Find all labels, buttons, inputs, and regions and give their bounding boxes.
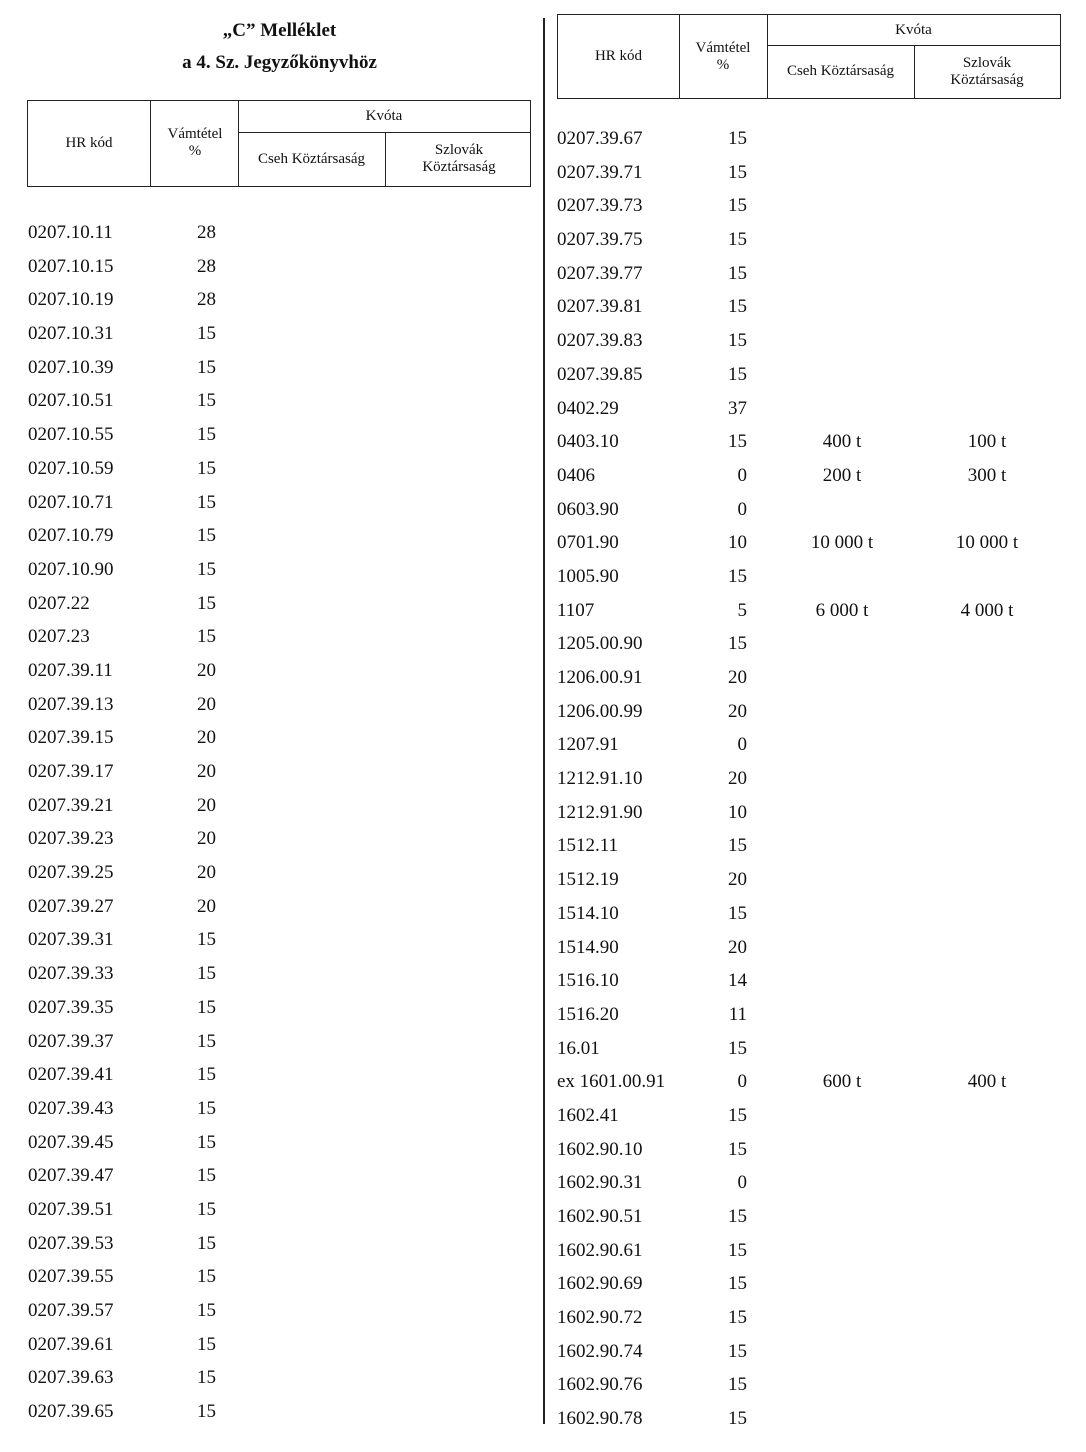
table-row [28,1031,528,1065]
duty-rate: 15 [197,1165,216,1187]
hr-code: 0207.39.55 [28,1266,114,1288]
czech-quota: 200 t [822,464,862,486]
hr-code: 1602.90.78 [557,1408,643,1430]
right-table-header [557,14,1061,99]
hr-code: 0207.10.39 [28,356,114,378]
table-row [28,1199,528,1233]
hr-code: 0207.39.13 [28,693,114,715]
hr-code: 0207.10.19 [28,289,114,311]
duty-rate: 14 [728,970,747,992]
table-row [28,828,528,862]
hr-code: 0207.39.47 [28,1165,114,1187]
table-row [557,835,1062,869]
duty-rate: 15 [197,996,216,1018]
rate-header: Vámtétel % [695,40,751,73]
hr-code: 0207.39.25 [28,862,114,884]
hr-code: 1207.91 [557,734,619,756]
table-row [28,929,528,963]
czech-quota: 10 000 t [810,532,874,554]
table-row [28,323,528,357]
duty-rate: 20 [197,862,216,884]
duty-rate: 15 [728,262,747,284]
duty-rate: 37 [728,397,747,419]
duty-rate: 0 [737,464,747,486]
table-row [557,364,1062,398]
table-row [28,458,528,492]
duty-rate: 15 [197,963,216,985]
duty-rate: 15 [728,1374,747,1396]
duty-rate: 15 [197,1131,216,1153]
hr-code: 0207.39.33 [28,963,114,985]
duty-rate: 10 [728,532,747,554]
table-row [28,1098,528,1132]
duty-rate: 15 [197,1097,216,1119]
duty-rate: 20 [197,828,216,850]
duty-rate: 15 [197,1333,216,1355]
table-row [28,1300,528,1334]
duty-rate: 15 [197,424,216,446]
duty-rate: 15 [197,558,216,580]
hr-code: 0207.10.79 [28,525,114,547]
hr-code: 1602.90.31 [557,1172,643,1194]
table-row [28,492,528,526]
table-row [557,499,1062,533]
duty-rate: 15 [728,128,747,149]
hr-code: 0207.39.15 [28,727,114,749]
quota-header: Kvóta [365,108,403,124]
hr-code: 0207.39.63 [28,1367,114,1389]
hr-code: 0207.10.55 [28,424,114,446]
table-row [557,734,1062,768]
table-row [557,600,1062,634]
table-row [557,330,1062,364]
hr-code: 0207.10.59 [28,457,114,479]
table-row [28,626,528,660]
table-row [28,424,528,458]
duty-rate: 5 [737,599,747,621]
hr-code: 0207.39.51 [28,1198,114,1220]
table-row [557,1273,1062,1307]
duty-rate: 0 [737,498,747,520]
table-row [28,1334,528,1368]
duty-rate: 15 [197,1198,216,1220]
table-row [557,970,1062,1004]
duty-rate: 15 [728,229,747,251]
duty-rate: 15 [728,1037,747,1059]
table-row [28,390,528,424]
table-row [557,701,1062,735]
hr-code: 0207.39.75 [557,229,643,251]
hr-code: 0207.39.45 [28,1131,114,1153]
hr-code: 0402.29 [557,397,619,419]
duty-rate: 20 [197,727,216,749]
table-row [28,559,528,593]
hr-code: 0207.39.37 [28,1030,114,1052]
duty-rate: 15 [728,835,747,857]
hr-code: 1602.90.69 [557,1273,643,1295]
left-table-header [27,100,531,187]
hr-code: 1602.41 [557,1104,619,1126]
hr-code: 1602.90.51 [557,1206,643,1227]
duty-rate: 20 [197,895,216,917]
duty-rate: 20 [197,693,216,715]
hr-code: 0207.39.35 [28,996,114,1018]
duty-rate: 15 [728,431,747,453]
column-divider [543,18,545,1424]
czech-quota: 600 t [822,1071,862,1093]
czech-header: Cseh Köztársaság [786,63,895,79]
hr-code: 0207.39.41 [28,1064,114,1086]
table-row [557,1341,1062,1375]
hr-code: 1516.10 [557,970,619,992]
duty-rate: 15 [728,1206,747,1227]
hr-code: 0207.39.83 [557,330,643,352]
hr-code: 0207.10.31 [28,323,114,345]
duty-rate: 15 [197,356,216,378]
document-subtitle: a 4. Sz. Jegyzőkönyvhöz [182,52,377,73]
table-row [557,1105,1062,1139]
table-row [557,802,1062,836]
hr-code: 1512.19 [557,869,619,891]
duty-rate: 15 [197,1300,216,1321]
duty-rate: 20 [728,936,747,958]
duty-rate: 28 [197,255,216,277]
right-table-body [557,128,1062,1442]
duty-rate: 15 [728,330,747,352]
table-row [28,896,528,930]
hr-code: 0207.39.11 [28,659,113,681]
duty-rate: 15 [728,633,747,655]
duty-rate: 15 [728,1273,747,1295]
duty-rate: 15 [197,1030,216,1052]
duty-rate: 15 [728,1104,747,1126]
hr-code: 1005.90 [557,565,619,587]
hr-code: 0207.39.67 [557,128,643,149]
hr-code: 1206.00.91 [557,667,643,688]
duty-rate: 0 [737,734,747,756]
hr-code: 1516.20 [557,1003,619,1025]
hr-code: 0207.39.21 [28,794,114,816]
hr-code: 1514.90 [557,936,619,958]
table-row [28,963,528,997]
duty-rate: 15 [728,1239,747,1261]
hr-code: 0207.39.65 [28,1401,114,1423]
duty-rate: 15 [197,1401,216,1423]
duty-rate: 15 [197,1367,216,1389]
table-row [557,128,1062,162]
duty-rate: 15 [197,525,216,547]
hr-code: 1514.10 [557,902,619,924]
slovak-header: Szlovák Köztársaság [422,142,496,175]
duty-rate: 20 [728,667,747,688]
hr-code: 0207.10.71 [28,491,114,513]
slovak-quota: 4 000 t [960,599,1014,621]
duty-rate: 15 [197,1266,216,1288]
quota-header: Kvóta [895,21,932,38]
table-row [557,667,1062,701]
duty-rate: 15 [197,491,216,513]
hr-code: 0207.39.61 [28,1333,114,1355]
table-row [28,289,528,323]
table-row [557,229,1062,263]
table-row [557,162,1062,196]
duty-rate: 15 [197,457,216,479]
duty-rate: 15 [728,1307,747,1329]
table-row [557,1307,1062,1341]
hr-code: 0207.39.81 [557,296,643,318]
table-row [557,431,1062,465]
table-row [28,222,528,256]
hr-code: ex 1601.00.91 [557,1071,666,1093]
table-row [557,1408,1062,1442]
rate-header: Vámtétel % [167,126,223,159]
table-row [28,1064,528,1098]
hr-code: 0701.90 [557,532,619,554]
table-row [557,398,1062,432]
hr-code: 1206.00.99 [557,700,643,722]
left-table-body [28,222,528,1435]
duty-rate: 20 [728,869,747,891]
slovak-quota: 400 t [967,1071,1007,1093]
hr-code: 1602.90.76 [557,1374,643,1396]
table-row [557,1071,1062,1105]
hr-code-header: HR kód [594,48,643,64]
table-row [557,263,1062,297]
hr-code: 0207.10.90 [28,558,114,580]
czech-quota: 6 000 t [815,599,869,621]
duty-rate: 15 [728,296,747,318]
duty-rate: 15 [728,363,747,385]
hr-code: 0207.39.31 [28,929,114,951]
table-row [28,357,528,391]
slovak-header: Szlovák Köztársaság [950,55,1024,88]
hr-code: 0207.23 [28,626,90,648]
table-row [28,1266,528,1300]
table-row [557,1374,1062,1408]
hr-code: 1602.90.74 [557,1340,643,1362]
duty-rate: 28 [197,222,216,243]
table-row [557,532,1062,566]
table-row [28,256,528,290]
duty-rate: 15 [728,161,747,183]
czech-quota: 400 t [822,431,862,453]
hr-code: 0207.10.51 [28,390,114,412]
hr-code: 0207.39.53 [28,1232,114,1254]
table-row [557,903,1062,937]
hr-code: 0207.10.15 [28,255,114,277]
hr-code: 0207.39.57 [28,1300,114,1321]
duty-rate: 15 [728,1340,747,1362]
table-row [28,1233,528,1267]
duty-rate: 10 [728,801,747,823]
hr-code: 1205.00.90 [557,633,643,655]
table-row [28,795,528,829]
duty-rate: 15 [197,323,216,345]
hr-code: 0207.39.27 [28,895,114,917]
hr-code: 0207.39.85 [557,363,643,385]
duty-rate: 15 [197,929,216,951]
duty-rate: 15 [728,565,747,587]
duty-rate: 20 [197,659,216,681]
duty-rate: 15 [728,902,747,924]
duty-rate: 15 [197,626,216,648]
table-row [557,869,1062,903]
slovak-quota: 100 t [967,431,1007,453]
hr-code: 0207.39.43 [28,1097,114,1119]
document-title: „C” Melléklet [222,20,337,41]
hr-code: 1602.90.10 [557,1138,643,1160]
table-row [28,761,528,795]
hr-code: 1512.11 [557,835,619,857]
duty-rate: 15 [197,390,216,412]
czech-header: Cseh Köztársaság [257,150,366,167]
table-row [557,1004,1062,1038]
table-row [557,1139,1062,1173]
table-row [28,593,528,627]
duty-rate: 20 [728,700,747,722]
duty-rate: 15 [197,592,216,614]
duty-rate: 20 [197,761,216,782]
table-row [28,862,528,896]
table-row [28,1367,528,1401]
table-row [28,660,528,694]
duty-rate: 0 [737,1071,747,1093]
hr-code: 0403.10 [557,431,619,453]
duty-rate: 28 [197,289,216,311]
duty-rate: 0 [737,1172,747,1194]
table-row [557,768,1062,802]
table-row [557,1172,1062,1206]
hr-code: 0207.39.23 [28,828,114,850]
hr-code: 0207.10.11 [28,222,113,243]
duty-rate: 20 [197,794,216,816]
table-row [557,1038,1062,1072]
slovak-quota: 300 t [967,464,1007,486]
table-row [557,566,1062,600]
table-row [28,997,528,1031]
hr-code: 0207.39.77 [557,262,643,284]
hr-code-header: HR kód [65,135,113,151]
duty-rate: 15 [728,1138,747,1160]
hr-code: 1107 [557,599,595,621]
duty-rate: 15 [728,195,747,217]
table-row [28,525,528,559]
hr-code: 0207.39.17 [28,761,114,782]
table-row [557,195,1062,229]
hr-code: 0207.22 [28,592,90,614]
hr-code: 0603.90 [557,498,619,520]
duty-rate: 20 [728,768,747,790]
slovak-quota: 10 000 t [955,532,1019,554]
table-row [28,1132,528,1166]
table-row [28,1165,528,1199]
table-row [557,1206,1062,1240]
table-row [28,727,528,761]
hr-code: 16.01 [557,1037,600,1059]
table-row [28,1401,528,1435]
hr-code: 0406 [557,464,595,486]
table-row [557,1240,1062,1274]
hr-code: 1212.91.90 [557,801,643,823]
table-row [28,694,528,728]
hr-code: 0207.39.71 [557,161,643,183]
table-row [557,633,1062,667]
table-row [557,296,1062,330]
duty-rate: 15 [728,1408,747,1430]
hr-code: 1602.90.61 [557,1239,643,1261]
hr-code: 1602.90.72 [557,1307,643,1329]
duty-rate: 15 [197,1064,216,1086]
duty-rate: 15 [197,1232,216,1254]
table-row [557,937,1062,971]
duty-rate: 11 [728,1003,747,1025]
table-row [557,465,1062,499]
hr-code: 1212.91.10 [557,768,643,790]
hr-code: 0207.39.73 [557,195,643,217]
